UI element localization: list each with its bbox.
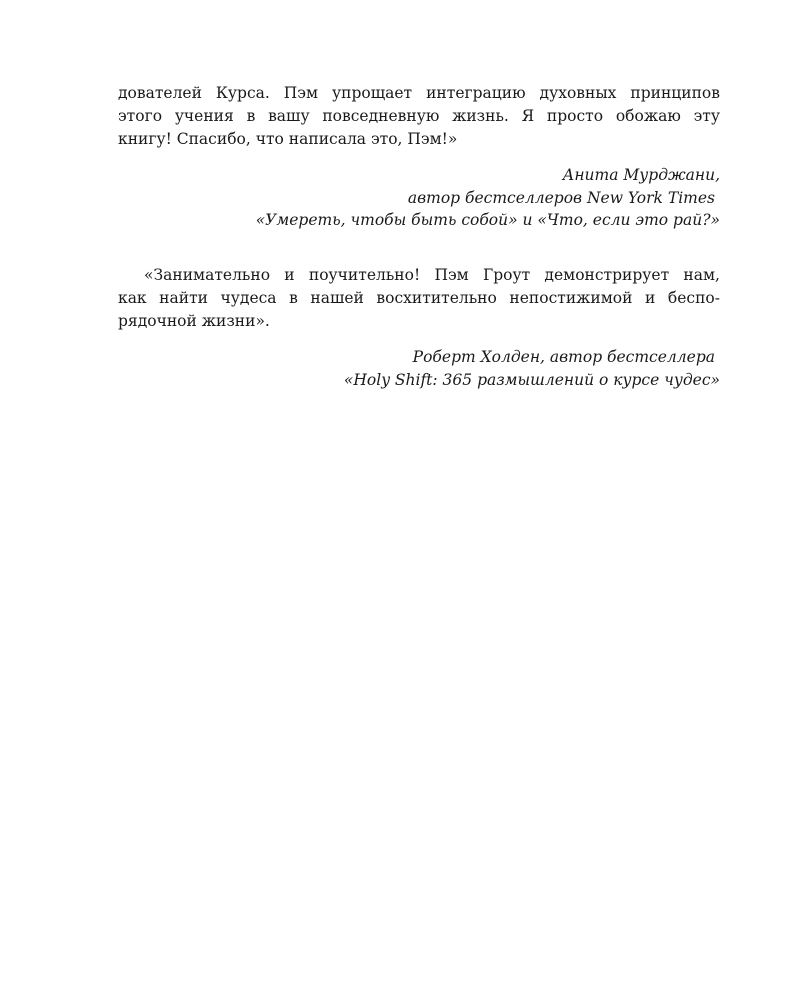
- attribution-2-name: Роберт Холден, автор бестселлера: [412, 348, 715, 366]
- quote-1-line-3: книгу! Спасибо, что написала это, Пэм!»: [118, 130, 458, 148]
- quote-1-line-1: дователей Курса. Пэм упрощает интеграцию духовных принципов: [118, 84, 720, 102]
- attribution-1-name: Анита Мурджани,: [562, 166, 720, 184]
- attribution-2-book: «Holy Shift: 365 размышлений о курсе чудес»: [343, 371, 720, 389]
- attribution-1-title: автор бестселлеров New York Times: [407, 189, 715, 207]
- quote-2-line-2: как найти чудеса в нашей восхитительно непостижимой и беспо-: [118, 289, 720, 307]
- quote-2-line-3: рядочной жизни».: [118, 312, 270, 330]
- quote-2-line-1: «Занимательно и поучительно! Пэм Гроут демонстрирует нам,: [144, 266, 720, 284]
- quote-1-line-2: этого учения в вашу повседневную жизнь. Я просто обожаю эту: [118, 107, 720, 125]
- attribution-1-books: «Умереть, чтобы быть собой» и «Что, если это рай?»: [255, 211, 720, 229]
